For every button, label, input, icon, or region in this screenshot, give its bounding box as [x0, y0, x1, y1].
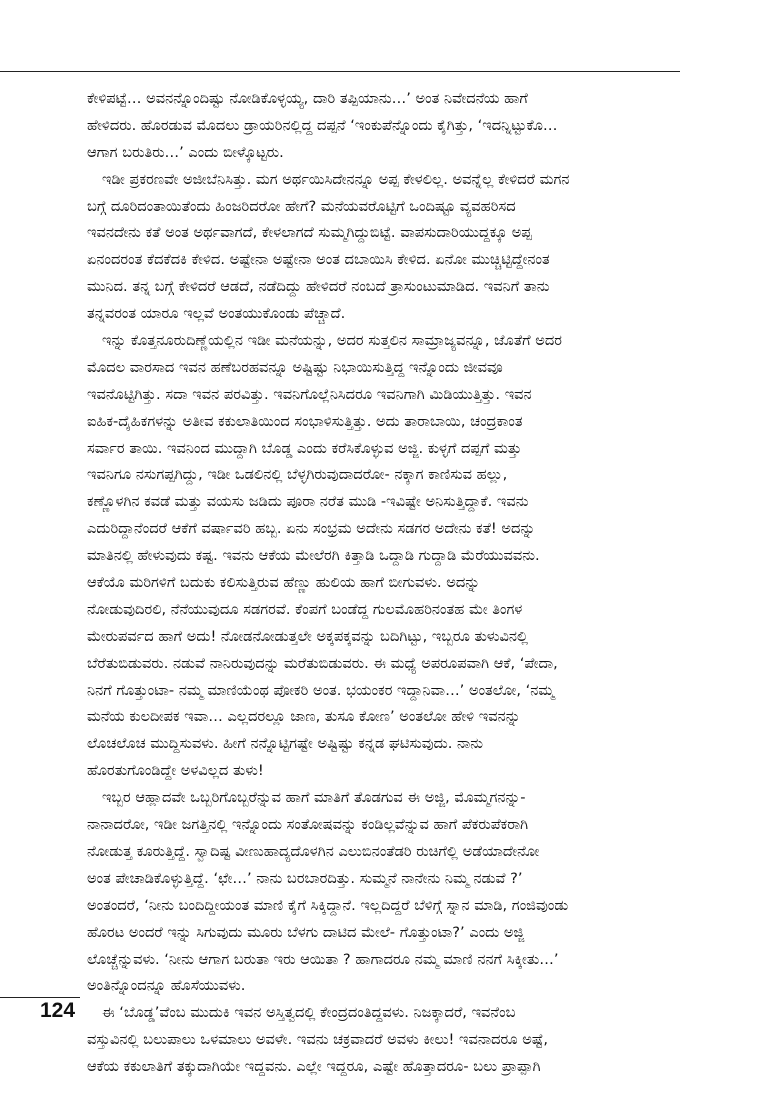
page-number: 124 — [40, 999, 76, 1022]
text-line: ಇವನೊಟ್ಟಿಗಿತ್ತು. ಸದಾ ಇವನ ಪರವಿತ್ತು. ಇವನಿಗೊಲ್ಲೆನಿಸಿದರೂ ಇವನಿಗಾಗಿ ಮಿಡಿಯುತ್ತಿತ್ತು. ಇವನ — [87, 385, 532, 403]
text-line: ಮುನಿದ. ತನ್ನ ಬಗ್ಗೆ ಕೇಳಿದರೆ ಆಡದೆ, ನಡೆದಿದ್ದು ಹೇಳಿದರೆ ನಂಬದೆ ತ್ರಾಸುಂಟುಮಾಡಿದ. ಇವನಿಗೆ ತಾನು — [87, 278, 550, 296]
text-line: ತನ್ನವರಂತ ಯಾರೂ ಇಲ್ಲವೆ ಅಂತಯುಕೊಂಡು ಪೆಚ್ಚಾದೆ. — [87, 305, 346, 323]
text-line: ನಾನಾದರೋ, ಇಡೀ ಜಗತ್ತಿನಲ್ಲಿ ಇನ್ನೊಂದು ಸಂತೋಷವನ್ನು ಕಂಡಿಲ್ಲವೆನ್ನುವ ಹಾಗೆ ಪೆಕರುಪೆಕರಾಗಿ — [87, 816, 529, 834]
text-line: ಮಾತಿನಲ್ಲಿ ಹೇಳುವುದು ಕಷ್ಟ. ಇವನು ಆಕೆಯ ಮೇಲೆರಗಿ ಕಿತ್ತಾಡಿ ಒದ್ದಾಡಿ ಗುದ್ದಾಡಿ ಮೆರೆಯುವವನು. — [87, 547, 540, 565]
text-line: ಏನಂದರಂತ ಕೆದಕೆದಕಿ ಕೇಳಿದ. ಅಷ್ಟೇನಾ ಅಷ್ಟೇನಾ ಅಂತ ದಬಾಯಿಸಿ ಕೇಳಿದ. ಏನೋ ಮುಚ್ಚಿಟ್ಟಿದ್ದೇನಂತ — [87, 251, 550, 269]
paragraph-start-line: ಇಡೀ ಪ್ರಕರಣವೇ ಅಜೀಬೆನಿಸಿತ್ತು. ಮಗ ಅರ್ಥಯಿಸಿದೇನನ್ನೂ ಅಪ್ಪ ಕೇಳಲಿಲ್ಲ. ಅವನ್ನೆಲ್ಲ ಕೇಳಿದರೆ ಮಗನ — [102, 170, 570, 188]
text-line: ಲೊಚಲೊಚ ಮುದ್ದಿಸುವಳು. ಹೀಗೆ ನನ್ನೊಟ್ಟಿಗಷ್ಟೇ ಅಷ್ಟಿಷ್ಟು ಕನ್ನಡ ಘಟಿಸುವುದು. ನಾನು — [87, 735, 484, 753]
text-line: ಲೊಚ್ಚೆನ್ನುವಳು. ‘ನೀನು ಆಗಾಗ ಬರುತಾ ಇರು ಆಯಿತಾ ? ಹಾಗಾದರೂ ನಮ್ಮ ಮಾಣಿ ನನಗೆ ಸಿಕ್ಕೀತು…’ — [87, 950, 559, 968]
text-line: ಕಣ್ಣೊಳಗಿನ ಕವಡೆ ಮತ್ತು ವಯಸು ಜಡಿದು ಪೂರಾ ನರೆತ ಮುಡಿ -ಇವಿಷ್ಟೇ ಅನಿಸುತ್ತಿದ್ದಾಕೆ. ಇವನು — [87, 493, 529, 511]
text-line: ಐಹಿಕ-ದೈಹಿಕಗಳನ್ನು ಅತೀವ ಕಕುಲಾತಿಯಿಂದ ಸಂಭಾಳಿಸುತ್ತಿತ್ತು. ಅದು ತಾರಾಬಾಯಿ, ಚಂದ್ರಕಾಂತ — [87, 412, 523, 430]
text-line: ಆಗಾಗ ಬರುತಿರು…’ ಎಂದು ಬೀಳ್ಕೊಟ್ಟರು. — [87, 143, 284, 161]
text-line: ವಸ್ತುವಿನಲ್ಲಿ ಬಲುಪಾಲು ಒಳಮಾಲು ಅವಳೇ. ಇವನು ಚಕ್ರವಾದರೆ ಅವಳು ಕೀಲು! ಇವನಾದರೂ ಅಷ್ಟೆ, — [87, 1031, 549, 1049]
text-line: ಹೇಳಿದರು. ಹೊರಡುವ ಮೊದಲು ಡ್ರಾಯರಿನಲ್ಲಿದ್ದ ದಪ್ಪನೆ ‘ಇಂಕುಪೆನ್ನೊಂದು ಕೈಗಿತ್ತು, ‘ಇದನ್ನಿಟ್ಟುಕೊ… — [87, 116, 558, 134]
text-line: ಮನೆಯ ಕುಲದೀಪಕ ಇವಾ… ಎಲ್ಲದರಲ್ಲೂ ಜಾಣ, ತುಸೂ ಕೋಣ’ ಅಂತಲೋ ಹೇಳಿ ಇವನನ್ನು — [87, 708, 521, 726]
text-line: ನಿನಗೆ ಗೊತ್ತುಂಟಾ- ನಮ್ಮ ಮಾಣಿಯೆಂಥ ಪೋಕರಿ ಅಂತ. ಭಯಂಕರ ಇದ್ದಾನಿವಾ…’ ಅಂತಲೋ, ‘ನಮ್ಮ — [87, 681, 555, 699]
text-line: ಹೊರಟ ಅಂದರೆ ಇನ್ನು ಸಿಗುವುದು ಮೂರು ಬೆಳಗು ದಾಟಿದ ಮೇಲೆ- ಗೊತ್ತುಂಟಾ?’ ಎಂದು ಅಜ್ಜಿ — [87, 923, 525, 941]
text-line: ಎದುರಿದ್ದಾನೆಂದರೆ ಆಕೆಗೆ ವರ್ಷಾವರಿ ಹಬ್ಬ. ಏನು ಸಂಭ್ರಮ ಅದೇನು ಸಡಗರ ಅದೇನು ಕತೆ! ಅದನ್ನು — [87, 520, 536, 538]
text-line: ಕೇಳಿಪಟ್ಟೆ… ಅವನನ್ನೊಂದಿಷ್ಟು ನೋಡಿಕೊಳ್ಳಯ್ಯ, ದಾರಿ ತಪ್ಪಿಯಾನು…’ ಅಂತ ನಿವೇದನೆಯ ಹಾಗೆ — [87, 90, 528, 107]
text-line: ಮೊದಲ ವಾರಸಾದ ಇವನ ಹಣೆಬರಹವನ್ನೂ ಅಷ್ಟಿಷ್ಟು ನಿಭಾಯಿಸುತ್ತಿದ್ದ ಇನ್ನೊಂದು ಜೀವವೂ — [87, 358, 503, 376]
text-line: ಇವನದೇನು ಕತೆ ಅಂತ ಅರ್ಥವಾಗದೆ, ಕೇಳಲಾಗದೆ ಸುಮ್ಮಗಿದ್ದುಬಿಟ್ಟೆ. ವಾಪಸುದಾರಿಯುದ್ದಕ್ಕೂ ಅಪ್ಪ — [87, 224, 532, 242]
text-line: ನೋಡುತ್ತ ಕೂರುತ್ತಿದ್ದೆ. ಸ್ವಾದಿಷ್ಟ ವೀಣುಹಾದ್ಯದೊಳಗಿನ ಎಲುಬಿನಂತೆಡರಿ ರುಚಿಗೆಲ್ಲಿ ಅಡೆಯಾದೇನೋ — [87, 842, 540, 860]
text-line: ಅಂತ ಪೇಚಾಡಿಕೊಳ್ಳುತ್ತಿದ್ದೆ. ‘ಛೇ…’ ನಾನು ಬರಬಾರದಿತ್ತು. ಸುಮ್ಮನೆ ನಾನೇನು ನಿಮ್ಮ ನಡುವೆ ?’ — [87, 869, 523, 887]
text-line: ಮೇರುಪರ್ವದ ಹಾಗೆ ಅದು! ನೋಡನೋಡುತ್ತಲೇ ಅಕ್ಕಪಕ್ಕವನ್ನು ಬದಿಗಿಟ್ಟು, ಇಬ್ಬರೂ ತುಳುವಿನಲ್ಲಿ — [87, 627, 529, 645]
text-line: ಅಂತಿನ್ನೊಂದನ್ನೂ ಹೊಸೆಯುವಳು. — [87, 977, 246, 995]
body-text — [87, 86, 683, 1081]
text-line: ಆಕೆಯೊ ಮರಿಗಳಿಗೆ ಬದುಕು ಕಲಿಸುತ್ತಿರುವ ಹೆಣ್ಣು ಹುಲಿಯ ಹಾಗೆ ಬೀಗುವಳು. ಅದನ್ನು — [87, 574, 481, 592]
text-line: ಬಗ್ಗೆ ದೂರಿದಂತಾಯಿತೆಂದು ಹಿಂಜರಿದರೋ ಹೇಗೆ? ಮನೆಯವರೊಟ್ಟಿಗೆ ಒಂದಿಷ್ಟೂ ವ್ಯವಹರಿಸದ — [87, 197, 516, 215]
text-line: ಹೊರತುಗೊಂಡಿದ್ದೇ ಅಳವಿಲ್ಲದ ತುಳು! — [87, 762, 264, 780]
text-line: ಆಕೆಯ ಕಕುಲಾತಿಗೆ ತಕ್ಕುದಾಗಿಯೇ ಇದ್ದವನು. ಎಲ್ಲೇ ಇದ್ದರೂ, ಎಷ್ಟೇ ಹೊತ್ತಾದರೂ- ಬಲು ಪ್ರಾಪ್ಪಾಗಿ — [87, 1058, 541, 1076]
paragraph-start-line: ಇಬ್ಬರ ಆಹ್ಲಾದವೇ ಒಬ್ಬರಿಗೊಬ್ಬರೆನ್ನುವ ಹಾಗೆ ಮಾತಿಗೆ ತೊಡಗುವ ಈ ಅಜ್ಜಿ, ಮೊಮ್ಮಗನನ್ನು- — [102, 789, 526, 807]
text-line: ಬೆರೆತುಬಿಡುವರು. ನಡುವೆ ನಾನಿರುವುದನ್ನು ಮರೆತುಬಿಡುವರು. ಈ ಮಧ್ಯೆ ಅಪರೂಪವಾಗಿ ಆಕೆ, ‘ಪೇದಾ, — [87, 654, 558, 672]
text-line: ನೋಡುವುದಿರಲಿ, ನೆನೆಯುವುದೂ ಸಡಗರವೆ. ಕೆಂಪಗೆ ಬಂಡೆದ್ದ ಗುಲಮೊಹರಿನಂತಹ ಮೇ ತಿಂಗಳ — [87, 600, 523, 618]
text-line: ಸರ್ವಾರ ತಾಯಿ. ಇವನಿಂದ ಮುದ್ದಾಗಿ ಬೊಡ್ಡ ಎಂದು ಕರೆಸಿಕೊಳ್ಳುವ ಅಜ್ಜಿ. ಕುಳ್ಳಗೆ ದಪ್ಪಗೆ ಮತ್ತು — [87, 439, 522, 457]
text-line: ಅಂತಂದರೆ, ‘ನೀನು ಬಂದಿದ್ದೀಯಂತ ಮಾಣಿ ಕೈಗೆ ಸಿಕ್ಕಿದ್ದಾನೆ. ಇಲ್ಲದಿದ್ದರೆ ಬೆಳಿಗ್ಗೆ ಸ್ನಾನ ಮಾಡಿ, ಗಂಜಿವುಂಡು — [87, 896, 569, 914]
paragraph-start-line: ಇನ್ನು ಕೊತ್ತನೂರುದಿಣ್ಣೆಯಲ್ಲಿನ ಇಡೀ ಮನೆಯನ್ನು, ಅದರ ಸುತ್ತಲಿನ ಸಾಮ್ರಾಜ್ಯವನ್ನೂ, ಜೊತೆಗೆ ಅದರ — [102, 332, 563, 350]
header-rule — [0, 71, 680, 72]
text-line: ಇವನಿಗೂ ನಸುಗಪ್ಪಗಿದ್ದು, ಇಡೀ ಒಡಲಿನಲ್ಲಿ ಬೆಳ್ಳಗಿರುವುದಾದರೋ- ನಕ್ಕಾಗ ಕಾಣಿಸುವ ಹಲ್ಲು, — [87, 466, 508, 484]
paragraph-start-line: ಈ ‘ಬೊಡ್ಡ’ವೆಂಬ ಮುದುಕಿ ಇವನ ಅಸ್ತಿತ್ವದಲ್ಲಿ ಕೇಂದ್ರದಂತಿದ್ದವಳು. ನಿಜಕ್ಕಾದರೆ, ಇವನೆಂಬ — [102, 1004, 516, 1022]
